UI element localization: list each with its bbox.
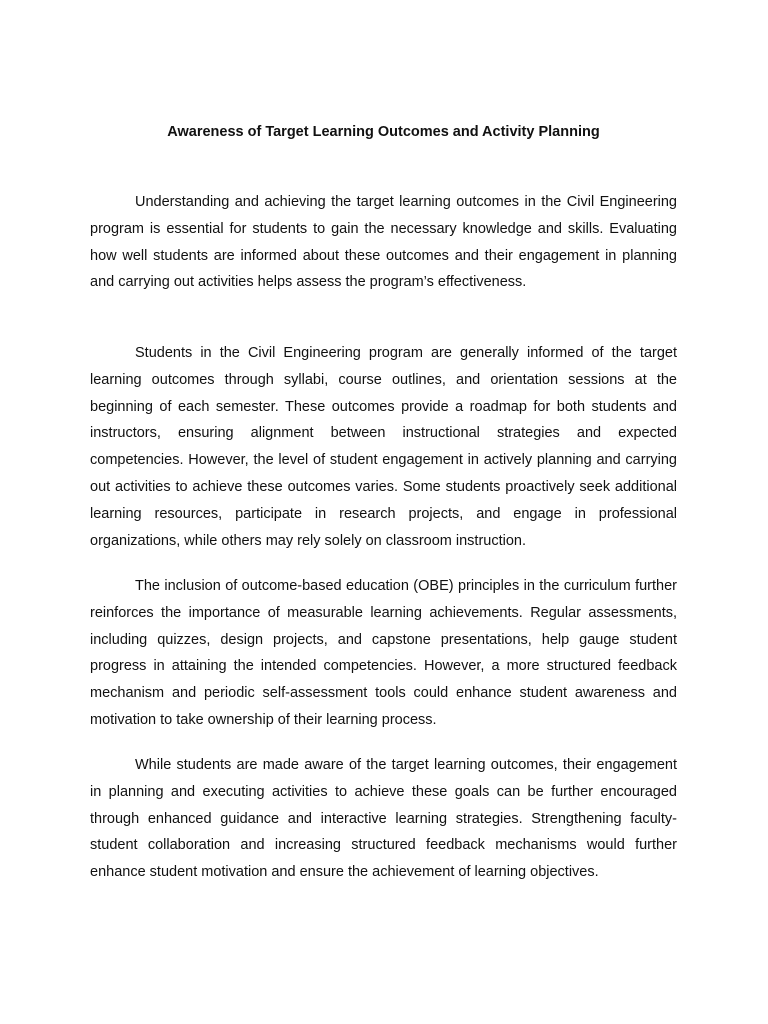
paragraph-text: Understanding and achieving the target learning outcomes in the Civil Engineering program is essential for students to gain the necessary knowledge and skills. Evaluating how well students are informed about these outcomes and their engagement in planning and carrying out activities helps assess the program’s effectiveness. bbox=[90, 194, 677, 291]
paragraph-text: Students in the Civil Engineering program are generally informed of the target learning outcomes through syllabi, course outlines, and orientation sessions at the beginning of each semester. These outcomes provide a roadmap for both students and instructors, ensuring alignment between instructional strategies and expected competencies. However, the level of student engagement in actively planning and carrying out activities to achieve these outcomes varies. Some students proactively seek additional learning resources, participate in research projects, and engage in professional organizations, while others may rely solely on classroom instruction. bbox=[90, 345, 677, 549]
body-paragraph-1 bbox=[90, 189, 677, 296]
paragraph-text: While students are made aware of the target learning outcomes, their engagement in planning and executing activities to achieve these goals can be further encouraged through enhanced guidance and interactive learning strategies. Strengthening faculty-student collaboration and increasing structured feedback mechanisms would further enhance student motivation and ensure the achievement of learning objectives. bbox=[90, 757, 677, 881]
body-paragraph-2 bbox=[90, 340, 677, 554]
body-paragraph-4 bbox=[90, 752, 677, 886]
body-paragraph-3 bbox=[90, 573, 677, 734]
document-title: Awareness of Target Learning Outcomes and Activity Planning bbox=[167, 124, 600, 140]
paragraph-text: The inclusion of outcome-based education (OBE) principles in the curriculum further reinforces the importance of measurable learning achievements. Regular assessments, including quizzes, design projects, and capstone presentations, help gauge student progress in attaining the intended competencies. However, a more structured feedback mechanism and periodic self-assessment tools could enhance student awareness and motivation to take ownership of their learning process. bbox=[90, 578, 677, 728]
